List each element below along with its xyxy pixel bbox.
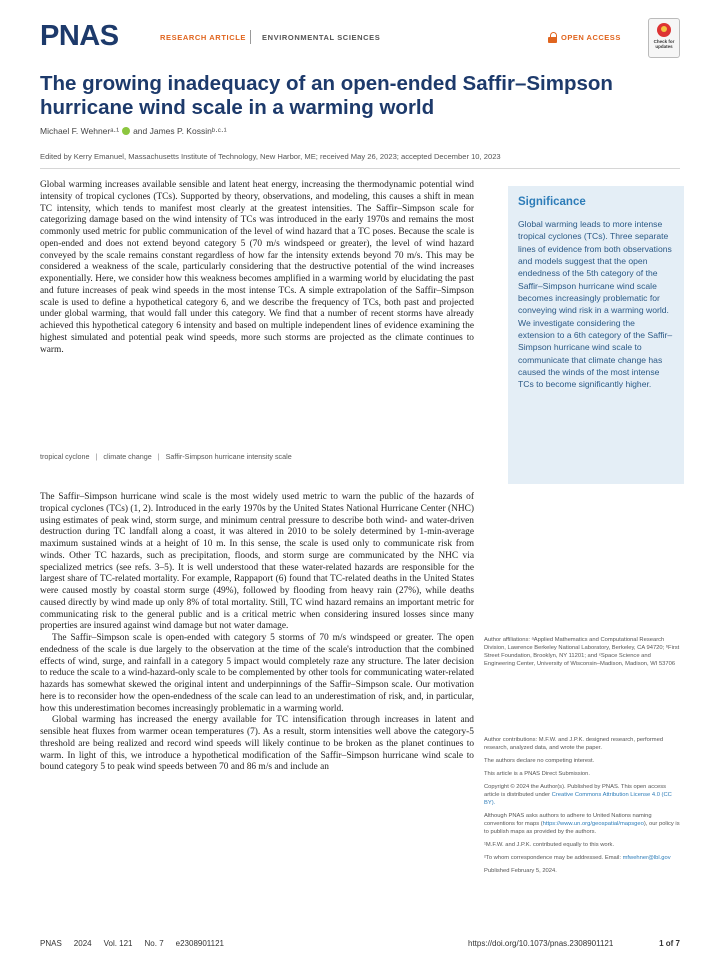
keyword[interactable]: tropical cyclone (40, 452, 90, 461)
email-link[interactable]: mfwehner@lbl.gov (622, 855, 671, 861)
significance-box (508, 186, 684, 484)
un-maps-link[interactable]: https://www.un.org/geospatial/mapsgeo (542, 821, 644, 827)
footer-article-id: e2308901121 (175, 939, 224, 948)
author-2[interactable]: and James P. Kossinᵇ·ᶜ·¹ (133, 126, 227, 136)
footer-issue: No. 7 (144, 939, 164, 948)
subject-area: ENVIRONMENTAL SCIENCES (262, 33, 381, 42)
article-title: The growing inadequacy of an open-ended Saffir–Simpson hurricane wind scale in a warming world (40, 72, 613, 119)
orcid-icon[interactable] (122, 127, 130, 135)
article-notes (484, 736, 682, 880)
correspondence (484, 854, 682, 862)
open-access-label: OPEN ACCESS (561, 33, 621, 42)
check-updates-label: Check for updates (653, 39, 675, 49)
policy-text: Although PNAS asks authors to adhere to United Nations naming conventions for maps ( (484, 813, 652, 827)
body-paragraph: Global warming has increased the energy available for TC intensification through increases in latent and sensible heat fluxes from warmer ocean temperatures (7). As a result, storm intensities well above the category-5 threshold are being realized and record wind speeds will likely continue to be broken as the planet continues to warm. In light of this, we introduce a hypothetical modification of the Saffir–Simpson hurricane wind scale to bound category 5 to peak wind speeds between 70 and 86 m/s and include an (40, 715, 474, 773)
significance-text: Global warming leads to more intense tropical cyclones (TCs). Three separate lines of evidence from both observations and models suggest that the open endedness of the 5th category of the Saffir–Simpson hurricane wind scale becomes increasingly problematic for conveying wind risk in a warming world. We investigate considering the extension to a 6th category of the Saffir–Simpson hurricane wind scale to communicate that climate change has caused the winds of the most intense TCs to become significantly higher. (518, 219, 673, 390)
body-text (40, 492, 474, 774)
header-divider (250, 30, 251, 44)
policy-text-end: ), our policy is to publish maps as provided by the authors. (484, 821, 680, 835)
keyword[interactable]: Saffir-Simpson hurricane intensity scale (165, 452, 292, 461)
direct-submission: This article is a PNAS Direct Submission. (484, 771, 590, 777)
keywords (40, 452, 292, 461)
footer-journal: PNAS (40, 939, 62, 948)
copyright-text: Copyright © 2024 the Author(s). Published by PNAS. This open access article is distributed under (484, 784, 667, 798)
header-rule (40, 168, 680, 169)
author-list (40, 126, 227, 136)
article-type: RESEARCH ARTICLE (160, 33, 246, 42)
equal-contribution: ¹M.F.W. and J.P.K. contributed equally to this work. (484, 842, 615, 848)
crossmark-icon (657, 23, 671, 37)
check-for-updates-button[interactable] (648, 18, 680, 58)
citation-info (40, 939, 224, 948)
correspondence-text: ²To whom correspondence may be addressed. Email: (484, 855, 623, 861)
body-paragraph: The Saffir–Simpson scale is open-ended with category 5 storms of 70 m/s windspeed or greater. The open endedness of the scale is due largely to the observation at the time of the scale's introduction that the combined effects of wind, surge, and rainfall in a category 5 impact would completely raze any structure. The later decision to reduce the scale to a wind-hazard-only scale to be complemented by other tools for communicating water-related hazards has somewhat skewed the original intent and underpinnings of the Saffir–Simpson scale. Our motivation here is to reconsider how the open-endedness of the scale can lead to an underestimation of risk, and, in particular, how this underestimation becomes increasingly problematic in a warming world. (40, 633, 474, 714)
keyword-separator: | (95, 452, 98, 461)
author-contributions: Author contributions: M.F.W. and J.P.K. designed research, performed research, analyzed data, and wrote the paper. (484, 737, 664, 751)
open-access-badge (548, 33, 621, 42)
published-date: Published February 5, 2024. (484, 868, 557, 874)
abstract-text: Global warming increases available sensible and latent heat energy, increasing the thermodynamic potential wind intensity of tropical cyclones (TCs). Supported by theory, observations, and modeling, this causes a shift in mean TC intensity, which tends to manifest most clearly at the greatest intensities. The Saffir–Simpson scale for categorizing damage based on the wind intensity of TCs was introduced in the early 1970s and remains the most commonly used metric for public communication of the level of wind hazard that a TC poses. Because the scale is open-ended and does not extend beyond category 5 (70 m/s windspeed or greater), the level of wind hazard conveyed by the scale remains constant regardless of how far the intensity extends beyond 70 m/s. This may be considered a weakness of the scale, particularly considering that the destructive potential of the wind increases exponentially. Here, we consider how this weakness becomes amplified in a warming world by elucidating the past and future increases of peak wind speeds in the most intense TCs. A simple extrapolation of the Saffir–Simpson scale is used to define a hypothetical category 6, and we describe the frequency of TCs, both past and projected under global warming, that would fall under this category. We find that a number of recent storms have already achieved this hypothetical category 6 intensity and based on multiple independent lines of evidence examining the highest simulated and potential peak wind speeds, more such storms are projected as the climate continues to warm. (40, 180, 474, 355)
editor-line: Edited by Kerry Emanuel, Massachusetts Institute of Technology, New Harbor, ME; received May 26, 2023; accepted December 10, 2023 (40, 152, 501, 161)
doi-link[interactable]: https://doi.org/10.1073/pnas.2308901121 (468, 939, 614, 948)
pnas-logo[interactable]: PNAS (40, 20, 119, 52)
competing-interest: The authors declare no competing interest. (484, 758, 595, 764)
footer-volume: Vol. 121 (103, 939, 133, 948)
footer-year: 2024 (73, 939, 92, 948)
copyright-note (484, 783, 682, 807)
page-number: 1 of 7 (659, 939, 680, 948)
open-lock-icon (548, 33, 557, 42)
license-link[interactable]: Creative Commons Attribution License 4.0 (CC BY). (484, 792, 672, 806)
body-paragraph: The Saffir–Simpson hurricane wind scale is the most widely used metric to warn the public of the hazards of tropical cyclones (TCs) (1, 2). Introduced in the early 1970s by the United States National Hurricane Center (NHC) using estimates of peak wind, storm surge, and minimum central pressure to describe both wind- and water-driven destruction during TC landfall along a coast, it was altered in 2010 to be solely determined by 1-min-average maximum sustained winds at a height of 10 m. In this sense, the scale is used only to communicate risk from winds. Other TC hazards, such as precipitation, floods, and storm surge are communicated by the NHC via specialized metrics (see refs. 3–5). It is well understood that these water-related hazards are responsible for the largest share of TC-related mortality. For example, Rappaport (6) found that TC-related deaths in the United States were caused mostly by coastal storm surge (49%), followed by flooding from heavy rain (27%), while deaths caused directly by wind made up only 8% of total mortality. Still, TC wind hazard remains an important metric for communicating risk to the general public and is a critical metric when considering insured losses since many properties are insured against wind damage but not water damage. (40, 492, 474, 632)
author-affiliations: Author affiliations: ᵃApplied Mathematics and Computational Research Division, Lawrence Berkeley National Laboratory, Berkeley, CA 94720; ᵇFirst Street Foundation, Brooklyn, NY 11201; and ᶜSpace Science and Engineering Center, University of Wisconsin–Madison, Madison, WI 53706 (484, 637, 680, 667)
keyword-separator: | (157, 452, 160, 461)
author-1[interactable]: Michael F. Wehnerᵃ·¹ (40, 126, 120, 136)
keyword[interactable]: climate change (103, 452, 152, 461)
maps-policy (484, 812, 682, 836)
significance-heading: Significance (518, 196, 586, 208)
